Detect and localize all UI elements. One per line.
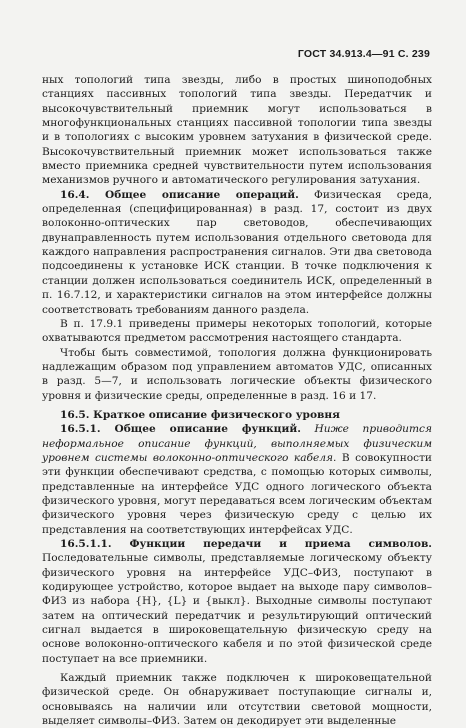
- section-16-5-1-1-heading: 16.5.1.1. Функции передачи и приема символов.: [60, 538, 432, 550]
- section-16-5-1-text: В совокупности эти функции обеспечивают средства, с помощью которых символы, представленные на интерфейсе УДС одного логического объекта физического уровня, могут передаваться всем логическим объектам физического уровня через физическую среду с целью их представления на соответствующих интерфейсах УДС.: [42, 451, 432, 536]
- paragraph-receiver: Каждый приемник также подключен к широковещательной физической среде. Он обнаруживает поступающие сигналы и, основываясь на наличии или отсутствии световой мощности, выделяет символы–ФИЗ. Затем он декодирует эти выделенные: [42, 672, 432, 728]
- section-16-5-heading: 16.5. Краткое описание физического уровня: [60, 408, 340, 421]
- section-16-5-1-italic-text: Ниже приводится неформальное описание функций, выполняемых физическим уровнем системы волоконно-оптического кабеля.: [42, 423, 433, 464]
- section-16-5-1: [42, 422, 432, 537]
- section-16-4-heading: 16.4. Общее описание операций.: [60, 188, 299, 201]
- section-16-4: [42, 188, 432, 317]
- paragraph-topology-examples: В п. 17.9.1 приведены примеры некоторых топологий, которые охватываются предметом рассмотрения настоящего стандарта.: [42, 317, 432, 345]
- paragraph-continuation: ных топологий типа звезды, либо в простых шиноподобных станциях пассивных топологий типа звезды. Передатчик и высокочувствительный приемник могут использоваться в многофункциональных станциях пассивной топологии типа звезды и в топологиях с высоким уровнем затухания в физической среде. Высокочувствительный приемник может использоваться также вместо приемника средней чувствительности путем использования механизмов ручного и автоматического регулирования затухания.: [42, 74, 432, 187]
- page-header: ГОСТ 34.913.4—91 С. 239: [297, 48, 430, 60]
- section-16-4-text: Физическая среда, определенная (специфицированная) в разд. 17, состоит из двух волоконно-оптических пар световодов, обеспечивающих двунаправленность путем использования отдельного световода для каждого направления распространения сигналов. Эти два световода подсоединены к установке ИСК станции. В точке подключения к станции должен использоваться соединитель ИСК, определенный в п. 16.7.12, и характеристики сигналов на этом интерфейсе должны соответствовать требованиям данного раздела.: [42, 188, 432, 316]
- section-16-5-1-1-text: Последовательные символы, представляемые логическому объекту физического уровня на интерфейсе УДС–ФИЗ, поступают в кодирующее устройство, которое выдает на выходе пару символов–ФИЗ из набора {Н}, {L} и {выкл}. Выходные символы поступают затем на оптический передатчик и результирующий оптический сигнал выдается в широковещательную физическую среду на основе волоконно-оптического кабеля и по этой физической среде поступает на все приемники.: [42, 552, 432, 665]
- page-body: [42, 73, 432, 728]
- section-16-5-1-heading: 16.5.1. Общее описание функций.: [60, 423, 301, 436]
- section-16-5-1-1: [42, 537, 432, 666]
- paragraph-compatibility: Чтобы быть совместимой, топология должна функционировать надлежащим образом под управлением автоматов УДС, описанных в разд. 5—7, и использовать логические объекты физического уровня и физические среды, определенные в разд. 16 и 17.: [42, 346, 432, 402]
